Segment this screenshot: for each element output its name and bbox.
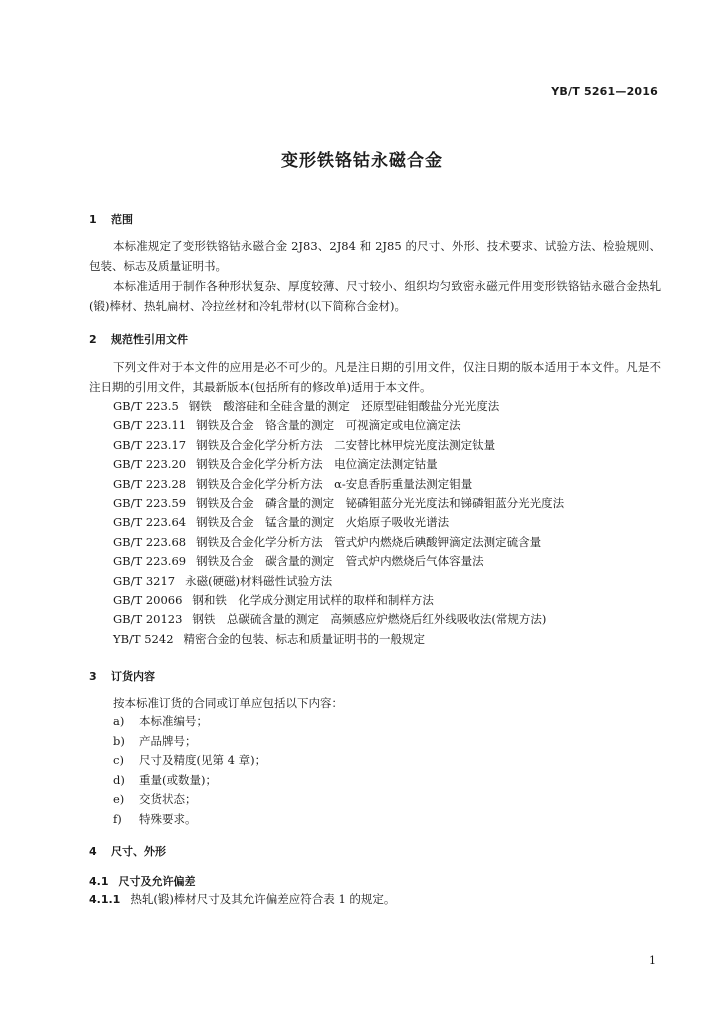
- list-marker: f): [113, 811, 122, 826]
- section-title: 规范性引用文件: [111, 333, 188, 346]
- reference-item: [113, 572, 564, 591]
- document-title: 变形铁铬钴永磁合金: [281, 151, 443, 171]
- reference-item: [113, 475, 564, 494]
- section-number: 2: [89, 333, 97, 346]
- reference-title: 钢铁及合金化学分析方法 α-安息香肟重量法测定钼量: [196, 476, 473, 491]
- standard-code: YB/T 5261—2016: [551, 85, 658, 98]
- list-item: [113, 790, 266, 810]
- reference-code: GB/T 223.28: [113, 476, 187, 491]
- list-item-text: 产品牌号；: [139, 733, 197, 748]
- list-item: [113, 771, 266, 791]
- section-number: 4: [89, 845, 97, 858]
- list-item-text: 特殊要求。: [139, 811, 197, 826]
- reference-code: GB/T 20123: [113, 612, 183, 627]
- references-intro: 下列文件对于本文件的应用是必不可少的。凡是注日期的引用文件，仅注日期的版本适用于本文件。凡是不注日期的引用文件，其最新版本(包括所有的修改单)适用于本文件。: [89, 360, 661, 394]
- reference-title: 钢铁及合金 锰含量的测定 火焰原子吸收光谱法: [196, 515, 450, 530]
- reference-title: 钢铁及合金 磷含量的测定 铋磷钼蓝分光光度法和锑磷钼蓝分光光度法: [196, 495, 565, 510]
- reference-title: 精密合金的包装、标志和质量证明书的一般规定: [183, 631, 426, 646]
- clause-4-1-1: [89, 891, 395, 907]
- list-item: [113, 732, 266, 752]
- reference-title: 钢铁及合金化学分析方法 电位滴定法测定钴量: [196, 457, 438, 472]
- list-marker: e): [113, 792, 125, 807]
- section-title: 尺寸、外形: [111, 845, 166, 858]
- section-title: 订货内容: [111, 670, 155, 683]
- reference-title: 钢铁及合金 碳含量的测定 管式炉内燃烧后气体容量法: [196, 554, 484, 569]
- section-1-heading: [89, 211, 133, 227]
- reference-title: 钢和铁 化学成分测定用试样的取样和制样方法: [192, 592, 434, 607]
- reference-item: [113, 416, 564, 435]
- reference-item: [113, 630, 564, 649]
- list-item-text: 本标准编号；: [139, 714, 208, 728]
- reference-title: 钢铁 总碳硫含量的测定 高频感应炉燃烧后红外线吸收法(常规方法): [192, 612, 547, 627]
- reference-title: 钢铁及合金化学分析方法 二安替比林甲烷光度法测定钛量: [196, 437, 496, 452]
- reference-code: GB/T 223.11: [113, 418, 187, 433]
- order-intro: 按本标准订货的合同或订单应包括以下内容：: [113, 696, 343, 710]
- clause-text: 热轧(锻)棒材尺寸及其允许偏差应符合表 1 的规定。: [130, 892, 396, 906]
- list-item-text: 重量(或数量)；: [139, 772, 217, 787]
- order-items-list: [113, 712, 266, 830]
- reference-title: 钢铁 酸溶硅和全硅含量的测定 还原型硅钼酸盐分光光度法: [188, 399, 500, 413]
- list-item: [113, 751, 266, 771]
- list-item-text: 尺寸及精度(见第 4 章)；: [139, 753, 267, 768]
- section-number: 3: [89, 670, 97, 683]
- list-marker: a): [113, 714, 125, 728]
- reference-code: GB/T 223.68: [113, 534, 187, 549]
- reference-item: [113, 513, 564, 532]
- reference-item: [113, 436, 564, 455]
- reference-code: GB/T 3217: [113, 573, 176, 588]
- reference-code: GB/T 223.20: [113, 457, 187, 472]
- reference-title: 永磁(硬磁)材料磁性试验方法: [185, 573, 333, 588]
- reference-item: [113, 494, 564, 513]
- section-title: 范围: [111, 213, 133, 226]
- reference-code: GB/T 223.59: [113, 495, 187, 510]
- scope-paragraph-2: 本标准适用于制作各种形状复杂、厚度较薄、尺寸较小、组织均匀致密永磁元件用变形铁铬钴永磁合金热轧(锻)棒材、热轧扁材、冷拉丝材和冷轧带材(以下简称合金材)。: [89, 279, 661, 313]
- list-item-text: 交货状态；: [139, 792, 197, 807]
- section-2-heading: [89, 331, 188, 347]
- reference-code: GB/T 223.69: [113, 554, 187, 569]
- reference-item: [113, 455, 564, 474]
- list-marker: d): [113, 772, 125, 787]
- section-4-heading: [89, 843, 166, 859]
- section-number: 1: [89, 213, 97, 226]
- reference-item: [113, 533, 564, 552]
- reference-item: [113, 610, 564, 629]
- reference-code: GB/T 223.17: [113, 437, 187, 452]
- reference-item: [113, 397, 564, 416]
- list-marker: b): [113, 733, 125, 748]
- clause-number: 4.1: [89, 875, 109, 888]
- reference-code: GB/T 223.64: [113, 515, 187, 530]
- list-marker: c): [113, 753, 124, 768]
- reference-item: [113, 552, 564, 571]
- list-item: [113, 712, 266, 732]
- section-3-heading: [89, 668, 155, 684]
- clause-4-1-heading: [89, 873, 196, 889]
- clause-number: 4.1.1: [89, 893, 121, 906]
- reference-title: 钢铁及合金化学分析方法 管式炉内燃烧后碘酸钾滴定法测定硫含量: [196, 534, 542, 549]
- reference-code: YB/T 5242: [113, 631, 174, 646]
- list-item: [113, 810, 266, 830]
- scope-paragraph-1: 本标准规定了变形铁铬钴永磁合金 2J83、2J84 和 2J85 的尺寸、外形、技术要求、试验方法、检验规则、包装、标志及质量证明书。: [89, 239, 661, 273]
- clause-title: 尺寸及允许偏差: [118, 875, 196, 888]
- reference-code: GB/T 223.5: [113, 399, 179, 413]
- reference-title: 钢铁及合金 铬含量的测定 可视滴定或电位滴定法: [196, 418, 461, 433]
- reference-code: GB/T 20066: [113, 592, 183, 607]
- page-number: 1: [649, 954, 656, 967]
- reference-item: [113, 591, 564, 610]
- reference-list: [113, 397, 564, 649]
